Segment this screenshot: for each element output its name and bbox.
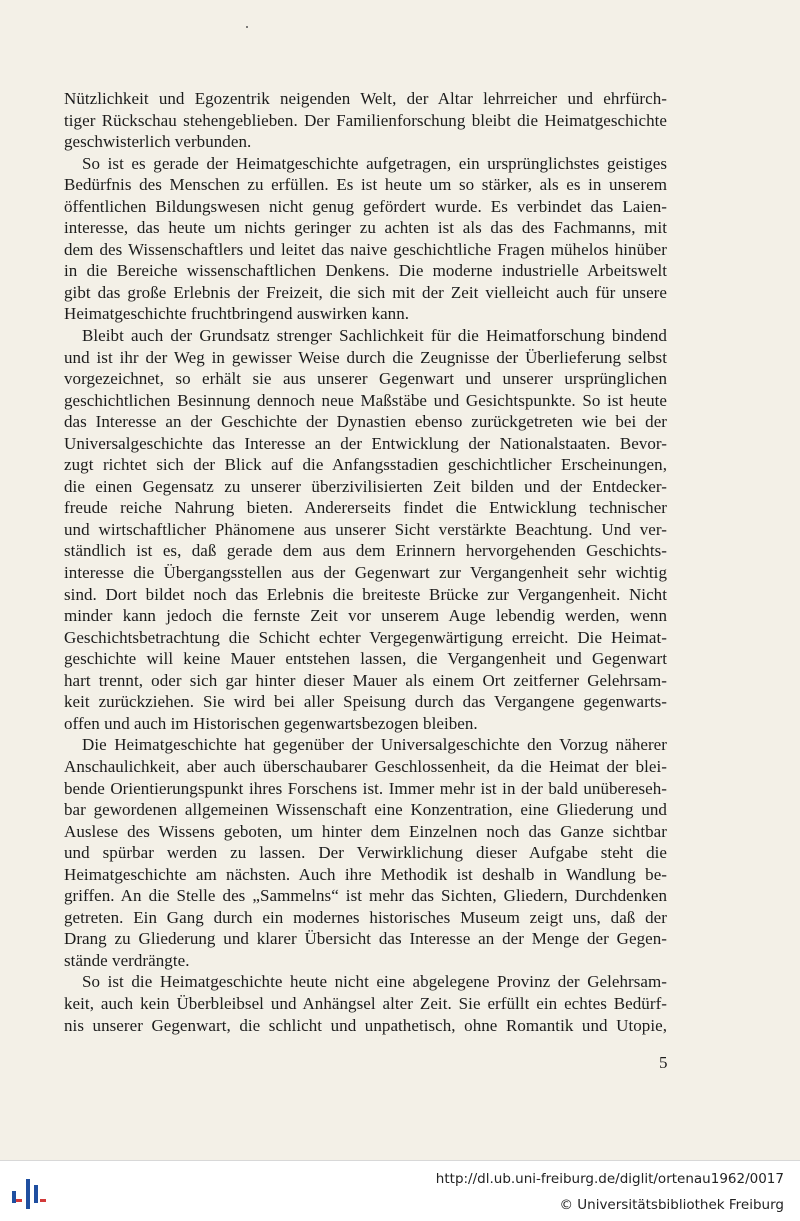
text-line: und wirtschaftlicher Phänomene aus unserer Sicht verstärkte Beachtung. Und ver-	[64, 519, 667, 539]
text-line: öffentlichen Bildungswesen nicht genug gefördert wurde. Es verbindet das Laien-	[64, 196, 667, 216]
text-line: Die Heimatgeschichte hat gegenüber der Universalgeschichte den Vorzug näherer	[82, 735, 667, 755]
ub-freiburg-logo-icon	[8, 1169, 52, 1213]
text-line: die einen Gegensatz zu unserer überzivilisierten Zeit bilden und der Entdecker-	[64, 476, 667, 496]
text-line: ständlich ist es, daß gerade dem aus dem Erinnern hervorgehenden Geschichts-	[64, 541, 667, 561]
text-line: So ist die Heimatgeschichte heute nicht eine abgelegene Provinz der Gelehrsam-	[82, 972, 667, 992]
text-line: zugt richtet sich der Blick auf die Anfangsstadien geschichtlicher Erscheinungen,	[64, 455, 667, 475]
text-line: keit, auch kein Überbleibsel und Anhängsel alter Zeit. Sie erfüllt ein echtes Bedürf-	[64, 993, 667, 1013]
scan-speck	[246, 26, 248, 28]
text-line: Auslese des Wissens geboten, um hinter dem Einzelnen noch das Ganze sichtbar	[64, 821, 667, 841]
text-line: Bedürfnis des Menschen zu erfüllen. Es ist heute um so stärker, als es in unserem	[64, 175, 667, 195]
text-line: Drang zu Gliederung und klarer Übersicht das Interesse an der Menge der Gegen-	[64, 929, 667, 949]
text-line: geschichte will keine Mauer entstehen lassen, die Vergangenheit und Gegenwart	[64, 649, 667, 669]
text-line: Heimatgeschichte fruchtbringend auswirken kann.	[64, 304, 410, 324]
footer-url[interactable]: http://dl.ub.uni-freiburg.de/diglit/ortenau1962/0017	[435, 1171, 784, 1187]
text-line: geschichtlichen Besinnung dennoch neue Maßstäbe und Gesichtspunkte. So ist heute	[64, 390, 667, 410]
text-line: getreten. Ein Gang durch ein modernes historisches Museum zeigt uns, daß der	[64, 907, 667, 927]
text-line: keit zurückziehen. Sie wird bei aller Speisung durch das Vergangene gegenwarts-	[64, 692, 667, 712]
footer-bar	[0, 1160, 800, 1221]
footer-copyright: © Universitätsbibliothek Freiburg	[559, 1197, 784, 1213]
text-line: interesse die Übergangsstellen aus der Gegenwart zur Vergangenheit sehr wichtig	[64, 563, 667, 583]
page-number: 5	[659, 1053, 668, 1072]
text-line: Nützlichkeit und Egozentrik neigenden Welt, der Altar lehrreicher und ehrfürch-	[64, 89, 667, 108]
logo-bar-right	[34, 1185, 38, 1203]
text-line: hart trennt, oder sich gar hinter dieser Mauer als einem Ort zeitferner Gelehrsam-	[64, 670, 667, 690]
text-line: Anschaulichkeit, aber auch überschaubarer Geschlossenheit, da die Heimat der blei-	[64, 756, 667, 776]
text-line: und ist ihr der Weg in gewisser Weise durch die Zeugnisse der Überlieferung selbst	[64, 347, 667, 367]
text-line: Universalgeschichte das Interesse an der Entwicklung der Nationalstaaten. Bevor-	[64, 433, 667, 453]
text-line: Geschichtsbetrachtung die Schicht echter Vergegenwärtigung erreicht. Die Heimat-	[64, 627, 667, 647]
text-line: griffen. An die Stelle des „Sammelns“ ist mehr das Sichten, Gliedern, Durchdenken	[64, 886, 667, 906]
text-line: nis unserer Gegenwart, die schlicht und unpathetisch, ohne Romantik und Utopie,	[64, 1015, 667, 1035]
text-line: freude reiche Nahrung bieten. Andererseits findet die Entwicklung technischer	[64, 498, 667, 518]
text-line: in die Bereiche wissenschaftlichen Denkens. Die moderne industrielle Arbeitswelt	[64, 261, 667, 281]
text-line: bar gewordenen allgemeinen Wissenschaft eine Konzentration, eine Gliederung und	[64, 800, 667, 820]
text-line: Bleibt auch der Grundsatz strenger Sachlichkeit für die Heimatforschung bindend	[82, 326, 667, 346]
text-line: vorgezeichnet, so erhält sie aus unserer Gegenwart und unserer ursprünglichen	[64, 369, 667, 389]
text-line: interesse, das heute um nichts geringer zu achten ist als das des Fachmanns, mit	[64, 218, 667, 238]
text-line: Heimatgeschichte am nächsten. Auch ihre Methodik ist deshalb in Wandlung be-	[64, 864, 667, 884]
logo-bar-left	[12, 1191, 16, 1203]
text-line: gibt das große Erlebnis der Freizeit, die sich mit der Zeit vielleicht auch für unsere	[64, 282, 667, 302]
text-line: das Interesse an der Geschichte der Dynastien ebenso zurückgetreten wie bei der	[64, 412, 667, 432]
text-line: offen und auch im Historischen gegenwartsbezogen bleiben.	[64, 713, 478, 733]
logo-bar-right-red	[40, 1199, 46, 1202]
body-text	[64, 88, 667, 1036]
logo-bar-left-red	[16, 1199, 22, 1202]
text-line: und spürbar werden zu lassen. Der Verwirklichung dieser Aufgabe steht die	[64, 843, 667, 863]
text-line: sind. Dort bildet noch das Erlebnis die breiteste Brücke zur Vergangenheit. Nicht	[64, 584, 667, 604]
text-line: bende Orientierungspunkt ihres Forschens ist. Immer mehr ist in der bald unübereseh-	[64, 778, 667, 798]
text-line: tiger Rückschau stehengeblieben. Der Familienforschung bleibt die Heimatgeschichte	[64, 110, 667, 130]
text-line: So ist es gerade der Heimatgeschichte aufgetragen, ein ursprünglichstes geistiges	[82, 153, 667, 173]
text-line: minder kann jedoch die fernste Zeit vor unserem Auge lebendig werden, wenn	[64, 606, 667, 626]
text-line: dem des Wissenschaftlers und leitet das naive geschichtliche Fragen mühelos hinüber	[64, 239, 667, 259]
text-line: stände verdrängte.	[64, 950, 190, 970]
logo-bar-mid	[26, 1179, 30, 1209]
text-line: geschwisterlich verbunden.	[64, 132, 252, 152]
